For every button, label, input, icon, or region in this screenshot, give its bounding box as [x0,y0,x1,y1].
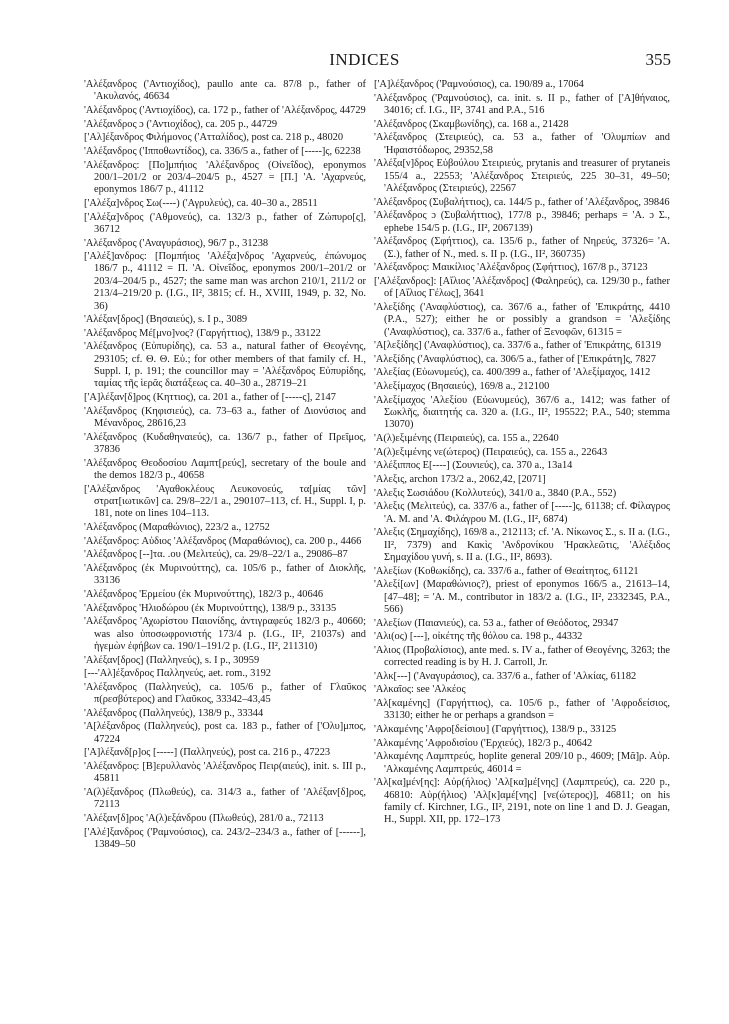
index-entry: ['Αλ]έξανδρος Φιλήμονος ('Ατταλίδος), post ca. 218 p., 48020 [84,132,344,144]
index-entry: 'Αλέξανδρος (Σφήττιος), ca. 135/6 p., father of Νηρεύς, 37326= 'Α. (Σ.), father of Ν., med. s. II p. (I.G., II², 360735) [374,236,670,260]
index-entry: 'Αλέξανδρος: Μαικίλιος 'Αλέξανδρος (Σφήττιος), 167/8 p., 37123 [374,262,648,274]
index-entry: 'Αλέξανδρος ('Αντιοχίδος), ca. 172 p., father of 'Αλέξανδρος, 44729 [84,104,366,116]
index-entry: 'Αλεξις, archon 173/2 a., 2062,42, [2071] [374,473,546,485]
index-entry: 'Αλέξανδρος 'Αχωρίστου Παιονίδης, ἀντιγραφεύς 182/3 p., 40660; was also ὑποσωφρονιστής 173/4 p. (I.G., II², 21037s) and ἡγεμὼν ἐφήβων ca. 190/1–191/2 p. (I.G., II², 211310) [84,616,366,652]
index-entry: 'Αλέξανδρος (Σκαμβωνίδης), ca. 168 a., 21428 [374,118,569,130]
index-entry: 'Αλεξί[ων] (Μαραθώνιος?), priest of eponymos 166/5 a., 21613–14, [47–48]; = 'Α. M., contributor in 183/2 a. (I.G., II², 2332345, P.A., 566) [374,579,670,615]
index-entry: 'Α(λ)εξιμένης νε(ώτερος) (Πειραιεύς), ca. 155 a., 22643 [374,446,608,458]
index-entry: 'Αλέξανδρος (ἐκ Μυρινούττης), ca. 105/6 p., father of Διοκλῆς, 33136 [84,562,366,587]
index-entry: 'Αλεξίων (Παιανιεύς), ca. 53 a., father of Θεόδοτος, 29347 [374,617,619,629]
index-entry: 'Αλέξανδρος (Παλληνεύς), 138/9 p., 33344 [84,707,264,719]
index-entry: 'Αλκαῖος: see 'Αλκέος [374,684,466,696]
index-entry: ['Αλέξ]ανδρος: [Πομπήιος 'Αλέξα]νδρος 'Αχαρνεύς, ἐπώνυμος 186/7 p., 41112 = Π. 'Α. Οἰνεΐδος, eponymos 200/1–201/2 or 203/4–204/5 p., 4527; the same man was archon 210/1, 211/2 or 213/4–219/20 p. (I.G., II², 3815; cf. H., XVIII, 1949, p. 32, No. 36) [84,251,366,312]
index-entry: 'Αλέξανδρος ɔ ('Αντιοχίδος), ca. 205 p., 44729 [84,118,278,130]
index-entry: 'Αλέξανδρος (Κηφισιεύς), ca. 73–63 a., father of Διονύσιος and Μένανδρος, 28616,23 [84,405,366,430]
index-entry: 'Αλεξίδης ('Αναφλύστιος), ca. 306/5 a., father of ['Επικράτη]ς, 7827 [374,353,656,365]
index-entry: 'Αλέξανδρος 'Ηλιοδώρου (ἐκ Μυρινούττης), 138/9 p., 33135 [84,602,337,614]
index-column-right [374,79,670,828]
index-entry: 'Αλέξανδρος ('Αναγυράσιος), 96/7 p., 31238 [84,237,269,249]
index-entry: 'Αλέξανδρος [--]τα. .ου (Μελιτεύς), ca. 29/8–22/1 a., 29086–87 [84,549,348,561]
index-entry: 'Αλέξα[ν]δρος Εὐβούλου Στειριεύς, prytanis and treasurer of prytaneis 155/4 a., 22553; 'Αλέξανδρος Στειριεύς, 225 30–31, 49–50; 'Αλέξανδρος (Στειριεύς), 22567 [374,158,670,194]
index-entry: 'Αλέξανδρος ('Ιπποθωντίδος), ca. 336/5 a., father of [-----]ς, 62238 [84,145,361,157]
index-entry: 'Αλέξανδρος ('Ραμνούσιος), ca. init. s. II p., father of ['Α]θήναιος, 34016; cf. I.G., II², 3741 and P.A., 516 [374,92,670,116]
index-entry: 'Αλκαμένης 'Αφρο[δείσιου] (Γαργήττιος), 138/9 p., 33125 [374,724,617,736]
page-number: 355 [645,50,671,69]
index-entry: 'Αλιος (Προβαλίσιος), ante med. s. IV a., father of Θεογένης, 3263; the corrected reading is by H. J. Carroll, Jr. [374,644,670,669]
index-entry: 'Αλέξανδρος (Εὐπυρίδης), ca. 53 a., natural father of Θεογένης, 293105; cf. Θ. Θ. Εὐ.; for other members of that family cf. H., Suppl. I, p. 191; the councillor may = 'Αλέξανδρος Εὐπυρίδης, ταμίας τῆς ἱερᾶς διατάξεως ca. 40–30 a., 28719–21 [84,341,366,390]
index-entry: 'Αλεξίων (Κοθωκίδης), ca. 337/6 a., father of Θεαίτητος, 61121 [374,565,639,577]
index-entry: ['Αλέξανδρος 'Αγαθοκλέους Λευκονοεύς, τα[μίας τῶν] στρατ[ιωτικῶν] ca. 29/8–22/1 a., 290107–113, cf. H., Suppl. I, p. 181, note on lines 104–113. [84,483,366,520]
index-entry: 'Αλκαμένης 'Αφροδισίου ('Ερχιεύς), 182/3 p., 40642 [374,737,593,749]
index-entry: 'Αλκαμένης Λαμπτρεύς, hoplite general 209/10 p., 4609; [Μᾶ]ρ. Αὐρ. 'Αλκαμένης Λαμπτρεύς, 46014 = [374,751,670,775]
index-entry: 'Αλέξανδρος: Αὐδιος 'Αλέξανδρος (Μαραθώνιος), ca. 200 p., 4466 [84,535,362,547]
index-entry: 'Αλέξαν[δρος] (Παλληνεύς), s. I p., 30959 [84,654,260,666]
index-entry: 'Αλι(ος) [---], οἰκέτης τῆς θόλου ca. 198 p., 44332 [374,631,583,643]
index-entry: 'Α(λ)εξιμένης (Πειραιεύς), ca. 155 a., 22640 [374,433,559,445]
index-entry: 'Αλεξις Σωσιάδου (Κολλυτεύς), 341/0 a., 3840 (P.A., 552) [374,487,617,499]
index-entry: 'Αλέξανδρος (Στειριεύς), ca. 53 a., father of 'Ολυμπίων and 'Ηφαιστόδωρος, 29352,58 [374,132,670,156]
index-entry: ['Αλέ]ξανδρος ('Ραμνούσιος), ca. 243/2–234/3 a., father of [------], 13849–50 [84,826,366,851]
running-head: INDICES [329,50,400,69]
index-entry: 'Αλέξανδρος Μέ[μνο]νος? (Γαργήττιος), 138/9 p., 33122 [84,327,321,339]
index-entry: 'Αλέξανδρος: [Β]ερυλλανὸς 'Αλέξανδρος Πειρ(αιεύς), init. s. III p., 45811 [84,761,366,785]
index-column-left [84,79,366,853]
index-entry: 'Αλεξίας (Εὐωνυμεύς), ca. 400/399 a., father of 'Αλεξίμαχος, 1412 [374,367,651,379]
index-entry: 'Αλέξαν[δρος] (Βησαιεύς), s. I p., 3089 [84,314,248,326]
index-entry: 'Αλεξις (Σημαχίδης), 169/8 a., 212113; cf. 'Α. Νίκωνος Σ., s. II a. (I.G., II², 7379) and Κακὶς 'Ανδρονίκου 'Ηρακλεῶτις, 'Αλέξιδος Σημαχίδου γυνή, s. II a. (I.G., II², 8693). [374,527,670,563]
index-entry: 'Αλέξανδρος (Κυδαθηναιεύς), ca. 136/7 p., father of Πρεῖμος, 37836 [84,431,366,456]
index-entry: 'Αλέξαν[δ]ρος 'Α(λ)εξάνδρου (Πλωθεύς), 281/0 a., 72113 [84,813,324,825]
index-entry: ['Α]λέξανδ[ρ]ος [-----] (Παλληνεύς), post ca. 216 p., 47223 [84,747,331,759]
index-entry: 'Αλ[καμένης] (Γαργήττιος), ca. 105/6 p., father of 'Αφροδείσιος, 33130; either he or perhaps a grandson = [374,698,670,722]
index-entry: 'Αλέξανδρος (Συβαλήττιος), ca. 144/5 p., father of 'Αλέξανδρος, 39846 [374,196,670,208]
index-entry: ['Α]λέξαν[δ]ρος (Κηττιος), ca. 201 a., father of [-----ς], 2147 [84,392,336,404]
index-entry: 'Αλεξίδης ('Αναφλύστιος), ca. 367/6 a., father of 'Επικράτης, 4410 (P.A., 527); either he or possibly a grandson = 'Αλεξίδης ('Αναφλύστιος), ca. 337/6 a., father of Ξενοφῶν, 61315 = [374,301,670,338]
index-entry: ['Αλέξα]νδρος ('Αθμονεύς), ca. 132/3 p., father of Ζώπυρο[ς], 36712 [84,211,366,235]
index-entry: 'Αλέξανδρος (Μαραθώνιος), 223/2 a., 12752 [84,522,270,534]
index-entry: 'Αλέξανδρος ('Αντιοχίδος), paullo ante ca. 87/8 p., father of 'Ακυλανός, 46634 [84,79,366,103]
index-entry: 'Α(λ)έξανδρος (Πλωθεύς), ca. 314/3 a., father of 'Αλέξαν[δ]ρος, 72113 [84,787,366,811]
index-entry: 'Αλκ[---] ('Αναγυράσιος), ca. 337/6 a., father of 'Αλκίας, 61182 [374,670,637,682]
page-header [0,50,729,70]
index-entry: [---'Αλ]έξανδρος Παλληνεύς, aet. rom., 3192 [84,668,271,680]
index-entry: 'Αλεξις (Μελιτεύς), ca. 337/6 a., father of [-----]ς, 61138; cf. Φίλαγρος 'Α. Μ. and 'Α. Φιλάγρου Μ. (I.G., II², 6874) [374,501,670,525]
index-entry: ['Α]λέξανδρος ('Ραμνούσιος), ca. 190/89 a., 17064 [374,79,584,90]
index-entry: 'Αλεξίμαχος 'Αλεξίου (Εὐωνυμεύς), 367/6 a., 1412; was father of Σωκλῆς, διαιτητής ca. 320 a. (I.G., II², 195522; P.A., 540; stemma 13070) [374,394,670,431]
index-entry: 'Αλέξανδρος 'Ερμείου (ἐκ Μυρινούττης), 182/3 p., 40646 [84,588,324,600]
index-entry: 'Αλέξανδρος ɔ (Συβαλήττιος), 177/8 p., 39846; perhaps = 'Α. ɔ Σ., ephebe 154/5 p. (I.G., II², 2067139) [374,210,670,234]
index-entry: ['Αλέξανδρος]: [Αἴλιος 'Αλέξανδρος] (Φαληρεύς), ca. 129/30 p., father of [Αἴλιος Γέλως], 3641 [374,275,670,300]
index-entry: 'Α[λεξίδης] ('Αναφλύστιος), ca. 337/6 a., father of 'Επικράτης, 61319 [374,340,662,352]
index-entry: 'Αλέξανδρος (Παλληνεύς), ca. 105/6 p., father of Γλαῦκος π(ρεσβύτερος) and Γλαῦκος, 33342–43,45 [84,681,366,706]
index-entry: 'Αλεξίμαχος (Βησαιεύς), 169/8 a., 212100 [374,381,550,393]
index-entry: 'Αλέξανδρος: [Πο]μπήιος 'Αλέξανδρος (Οἰνεΐδος), eponymos 200/1–201/2 or 203/4–204/5 p., 4527 = [Π.] 'Α. 'Αχαρνεύς, eponymos 186/7 p., 41112 [84,159,366,196]
index-entry: ['Αλέξα]νδρος Σω(----) ('Αγρυλεύς), ca. 40–30 a., 28511 [84,197,318,209]
index-entry: 'Αλ[κα]μέν[ης]: Αὐρ(ήλιος) 'Αλ[κα]μέ[νης] (Λαμπτρεύς), ca. 220 p., 46810: Αὐρ(ήλιος) 'Αλ[κ]αμέ[νης] [νε(ώτερος)], 46811; on his family cf. Kirchner, I.G., II², 2191, note on line 1 and D. J. Geagan, H., Suppl. XII, pp. 172–173 [374,777,670,826]
index-entry: 'Αλέξιππος Ε[----] (Σουνιεύς), ca. 370 a., 13a14 [374,460,573,472]
index-entry: 'Α[λέξανδρος (Παλληνεύς), post ca. 183 p., father of ['Ολυ]μπος, 47224 [84,721,366,745]
index-entry: 'Αλέξανδρος Θεοδοσίου Λαμπτ[ρεύς], secretary of the boule and the demos 182/3 p., 40658 [84,457,366,482]
